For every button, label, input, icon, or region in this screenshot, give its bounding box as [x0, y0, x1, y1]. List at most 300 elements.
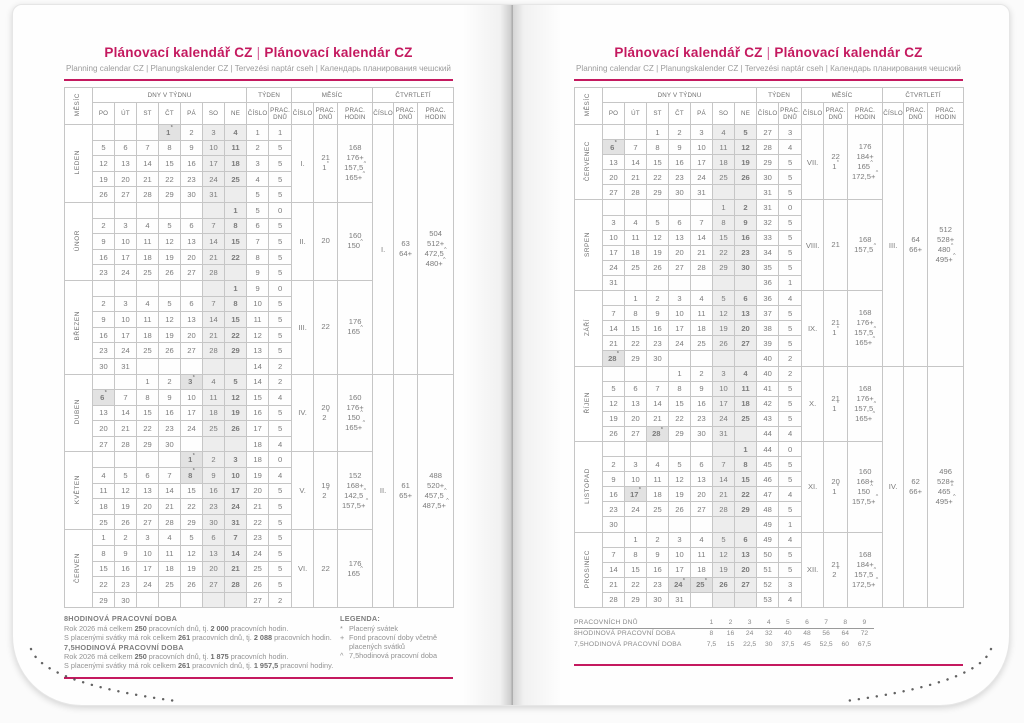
- header-tyden: TÝDEN: [757, 88, 802, 103]
- day-cell: [225, 187, 247, 203]
- day-cell: 21: [691, 245, 713, 260]
- month-number-cell: IX.: [802, 291, 824, 366]
- day-cell: 4: [735, 366, 757, 381]
- header-day-so: SO: [203, 103, 225, 125]
- month-workhours-cell: [338, 452, 373, 530]
- day-cell: 15: [181, 483, 203, 499]
- day-cell: 24: [713, 411, 735, 426]
- header-prac-dnu-line: PRAC.: [780, 106, 801, 114]
- week-number-cell: 27: [757, 125, 779, 140]
- day-cell: 6*: [93, 390, 115, 406]
- day-cell: [603, 200, 625, 215]
- header-cislo: [802, 103, 824, 125]
- quarter-workhours-cell-line: 480^: [937, 242, 954, 255]
- day-cell: [691, 441, 713, 456]
- header-prac-dnu: [269, 103, 292, 125]
- day-cell: 8: [159, 140, 181, 156]
- day-cell: 27: [735, 336, 757, 351]
- superscript-marker: *: [104, 390, 107, 397]
- day-cell: 30: [647, 351, 669, 366]
- day-cell: 16: [603, 487, 625, 502]
- day-cell: 24: [203, 171, 225, 187]
- header-tyden: TÝDEN: [247, 88, 292, 103]
- day-cell: 13: [603, 155, 625, 170]
- footer-left-text: [64, 614, 332, 670]
- day-cell: 16: [691, 396, 713, 411]
- quarter-workhours-cell-line: 512+: [427, 239, 445, 249]
- week-workdays-cell: 2: [779, 351, 802, 366]
- footer-value-cell: 4: [759, 617, 778, 628]
- legend-text: 7,5hodinová pracovní doba: [349, 651, 438, 661]
- superscript-marker: ^: [365, 498, 369, 505]
- day-cell: 1: [625, 291, 647, 306]
- day-cell: [735, 426, 757, 441]
- month-workhours-cell: [848, 366, 883, 441]
- month-workdays-cell-line: 21: [831, 240, 840, 250]
- day-cell: 29: [625, 592, 647, 607]
- month-workhours-cell: [338, 530, 373, 608]
- week-number-cell: 33: [757, 230, 779, 245]
- month-workhours-cell-line: 157,5^: [854, 401, 877, 413]
- month-workhours-cell-line: 157,5^: [344, 160, 367, 173]
- footer-value-cell: 52,5: [819, 640, 833, 648]
- month-workdays-cell-line: 1*: [832, 325, 839, 338]
- month-workhours-cell-line: 176: [348, 558, 362, 568]
- day-cell: 1: [225, 202, 247, 218]
- day-cell: 1: [625, 532, 647, 547]
- day-cell: [647, 441, 669, 456]
- day-cell: 18: [159, 561, 181, 577]
- page-left: [64, 45, 453, 679]
- month-workhours-cell-line: 176+: [346, 402, 364, 412]
- quarter-workhours-cell-line: 480+^: [425, 256, 446, 269]
- week-workdays-cell: 0: [269, 452, 292, 468]
- header-prac-dnu: [394, 103, 418, 125]
- day-cell: 3: [625, 457, 647, 472]
- header-cislo-line: ČÍSLO: [883, 110, 903, 117]
- superscript-marker: ^: [360, 324, 363, 331]
- header-prac-dnu-line: DNŮ: [318, 113, 333, 121]
- month-workhours-cell-line: 165^: [347, 566, 363, 578]
- day-cell: 1: [225, 280, 247, 296]
- header-prac-hodin-line: HODIN: [344, 113, 366, 121]
- day-cell: [159, 202, 181, 218]
- quarter-workhours-cell: [928, 366, 964, 608]
- week-number-cell: 4: [247, 171, 269, 187]
- day-cell: [691, 200, 713, 215]
- week-workdays-cell: 5: [269, 514, 292, 530]
- footer-line: Rok 2026 má celkem 250 pracovních dnů, tj. 2 000 pracovních hodin.: [64, 623, 289, 633]
- day-cell: 3: [115, 296, 137, 312]
- month-workdays-cell: [824, 532, 848, 607]
- day-cell: [159, 592, 181, 608]
- day-cell: 13: [137, 483, 159, 499]
- month-number-cell: X.: [802, 366, 824, 441]
- week-workdays-cell: 5: [269, 421, 292, 437]
- day-cell: 7: [625, 140, 647, 155]
- superscript-marker: ^: [444, 246, 447, 253]
- week-workdays-cell: 2: [779, 366, 802, 381]
- day-cell: 13: [203, 546, 225, 562]
- day-cell: [713, 441, 735, 456]
- header-prac-hodin-line: HODIN: [425, 113, 447, 121]
- day-cell: 31: [603, 275, 625, 290]
- week-workdays-cell: 5: [269, 140, 292, 156]
- month-name-cell: [575, 125, 603, 200]
- week-workdays-cell: 2: [269, 358, 292, 374]
- header-prac-hodin: [338, 103, 373, 125]
- footer-bold-number: 1 875: [210, 652, 229, 662]
- day-cell: 12: [93, 156, 115, 172]
- header-mesic-rotated-label: MĚSÍC: [74, 93, 82, 117]
- page-title: [64, 45, 453, 60]
- day-cell: 27: [603, 185, 625, 200]
- month-workhours-cell-line: 150^: [347, 238, 363, 251]
- month-workhours-cell-line: 165+^: [345, 420, 366, 432]
- day-cell: 17: [181, 405, 203, 421]
- footer-bold-number: 2 088: [253, 633, 273, 643]
- day-cell: 28: [603, 592, 625, 607]
- month-workdays-cell: [824, 200, 848, 291]
- superscript-marker: ^: [446, 498, 449, 505]
- quarter-workhours-cell-line: 528+: [937, 476, 955, 486]
- month-workhours-cell: [848, 291, 883, 366]
- workdays-hours-table: [574, 617, 874, 650]
- day-cell: 2: [203, 452, 225, 468]
- week-workdays-cell: 5: [779, 396, 802, 411]
- week-number-cell: 28: [757, 140, 779, 155]
- day-cell: 26: [647, 260, 669, 275]
- week-workdays-cell: 0: [269, 202, 292, 218]
- day-cell: [181, 436, 203, 452]
- day-cell: [115, 202, 137, 218]
- quarter-number-cell: II.: [373, 374, 394, 608]
- week-number-cell: 14: [247, 374, 269, 390]
- day-cell: [647, 275, 669, 290]
- day-cell: 9: [93, 234, 115, 250]
- week-workdays-cell: 4: [779, 487, 802, 502]
- day-cell: 17: [691, 155, 713, 170]
- day-cell: 16: [159, 405, 181, 421]
- page-title: [574, 45, 963, 60]
- footer-value-cell: 64: [841, 630, 849, 638]
- day-cell: 16: [647, 321, 669, 336]
- day-cell: 5: [713, 291, 735, 306]
- day-cell: 13: [691, 472, 713, 487]
- footer-value-cell: 16: [726, 630, 735, 638]
- day-cell: 31: [691, 185, 713, 200]
- header-cislo-line: ČÍSLO: [802, 110, 823, 117]
- superscript-marker: *: [326, 410, 329, 417]
- day-cell: 12: [115, 483, 137, 499]
- day-cell: 1*: [181, 452, 203, 468]
- footer-bold-number: 250: [134, 652, 147, 662]
- day-cell: 14: [115, 405, 137, 421]
- header-cislo: [247, 103, 269, 125]
- week-workdays-cell: 1: [269, 125, 292, 141]
- superscript-marker: ^: [870, 159, 873, 166]
- superscript-marker: ^: [873, 325, 877, 332]
- month-name-cell: [575, 200, 603, 291]
- month-workhours-cell-line: 168+: [346, 480, 364, 490]
- day-cell: [603, 291, 625, 306]
- day-cell: 26: [159, 343, 181, 359]
- day-cell: 19: [181, 561, 203, 577]
- week-number-cell: 18: [247, 452, 269, 468]
- day-cell: 26: [669, 502, 691, 517]
- day-cell: 29: [181, 514, 203, 530]
- superscript-marker: ^: [953, 494, 956, 501]
- day-cell: 8: [137, 390, 159, 406]
- month-workhours-cell-line: 165^: [347, 324, 363, 337]
- header-day-po: PO: [93, 103, 115, 125]
- week-workdays-cell: 5: [779, 381, 802, 396]
- day-cell: 4: [647, 457, 669, 472]
- day-cell: 12: [713, 306, 735, 321]
- day-cell: 29: [625, 351, 647, 366]
- month-workhours-cell-line: 152: [348, 470, 362, 480]
- week-number-cell: 3: [247, 156, 269, 172]
- header-prac-dnu: [904, 103, 928, 125]
- day-cell: 10: [603, 230, 625, 245]
- day-cell: 15: [137, 405, 159, 421]
- month-workhours-cell-line: 168: [858, 308, 872, 318]
- quarter-workhours-cell-line: 487,5+^: [422, 498, 449, 510]
- month-number-cell: V.: [292, 452, 314, 530]
- footer-value-cell: 30: [765, 640, 773, 648]
- day-cell: 17*: [625, 487, 647, 502]
- footer-section-heading: 7,5HODINOVÁ PRACOVNÍ DOBA: [64, 642, 184, 652]
- day-cell: 20: [735, 321, 757, 336]
- day-cell: 4: [691, 291, 713, 306]
- day-cell: 26: [603, 426, 625, 441]
- superscript-marker: ^: [950, 242, 954, 249]
- legend-symbol: +: [340, 633, 345, 643]
- superscript-marker: *: [326, 488, 329, 495]
- day-cell: 22: [93, 577, 115, 593]
- day-cell: 10: [669, 547, 691, 562]
- header-prac-hodin-line: PRAC.: [345, 106, 366, 114]
- month-name-cell: [65, 452, 93, 530]
- superscript-marker: ^: [873, 401, 877, 408]
- week-number-cell: 37: [757, 306, 779, 321]
- day-cell: 14: [647, 396, 669, 411]
- week-workdays-cell: 5: [269, 499, 292, 515]
- day-cell: 26: [713, 577, 735, 592]
- header-day-pá: PÁ: [181, 103, 203, 125]
- day-cell: 27: [181, 343, 203, 359]
- day-cell: 9: [159, 390, 181, 406]
- day-cell: 20: [625, 411, 647, 426]
- quarter-workdays-cell-line: 66+: [909, 245, 923, 255]
- month-workdays-cell-line: 22: [321, 322, 330, 332]
- legend-item: [340, 624, 453, 633]
- week-workdays-cell: 0: [269, 280, 292, 296]
- week-workdays-cell: 5: [779, 185, 802, 200]
- day-cell: 21: [603, 577, 625, 592]
- month-name-červenec: ČERVENEC: [584, 141, 592, 182]
- week-workdays-cell: 5: [269, 343, 292, 359]
- footer-bold-number: 2 000: [210, 623, 229, 633]
- quarter-workdays-cell-line: 64: [911, 235, 920, 245]
- week-number-cell: 32: [757, 215, 779, 230]
- day-cell: 22: [647, 170, 669, 185]
- day-cell: 14: [603, 562, 625, 577]
- day-cell: 21: [159, 499, 181, 515]
- day-cell: 17: [603, 245, 625, 260]
- day-cell: 26: [115, 514, 137, 530]
- week-workdays-cell: 5: [269, 265, 292, 281]
- week-number-cell: 31: [757, 200, 779, 215]
- day-cell: 13: [181, 234, 203, 250]
- head-sub-row: [65, 103, 454, 125]
- day-cell: [713, 517, 735, 532]
- superscript-marker: ^: [873, 567, 877, 574]
- day-cell: 26: [93, 187, 115, 203]
- week-number-cell: 17: [247, 421, 269, 437]
- month-workdays-cell-line: 21: [831, 393, 840, 403]
- week-number-cell: 24: [247, 546, 269, 562]
- month-workdays-cell-line: 21: [831, 559, 840, 569]
- header-mesic-rotated: [575, 88, 603, 125]
- week-row: [575, 366, 964, 381]
- day-cell: [691, 351, 713, 366]
- week-number-cell: 34: [757, 245, 779, 260]
- day-cell: 18: [625, 245, 647, 260]
- day-cell: [115, 452, 137, 468]
- week-number-cell: 30: [757, 170, 779, 185]
- day-cell: 30: [669, 185, 691, 200]
- day-cell: 2: [647, 532, 669, 547]
- day-cell: 22: [669, 411, 691, 426]
- header-prac-hodin-line: HODIN: [854, 113, 876, 121]
- month-name-cell: [65, 125, 93, 203]
- header-day-pá: PÁ: [691, 103, 713, 125]
- page-title-cz: Plánovací kalendář CZ: [614, 45, 763, 60]
- week-workdays-cell: 5: [269, 156, 292, 172]
- day-cell: [713, 275, 735, 290]
- day-cell: 5: [647, 215, 669, 230]
- month-workdays-cell: [314, 125, 338, 203]
- month-number-cell: XII.: [802, 532, 824, 607]
- month-name-cell: [65, 280, 93, 374]
- footer-row-label: PRACOVNÍCH DNŮ: [574, 617, 702, 628]
- day-cell: 23: [115, 577, 137, 593]
- day-cell: 12: [735, 140, 757, 155]
- week-number-cell: 13: [247, 343, 269, 359]
- month-workhours-cell-line: 150^: [347, 410, 363, 422]
- day-cell: [137, 280, 159, 296]
- day-cell: 5: [181, 530, 203, 546]
- day-cell: 7: [691, 215, 713, 230]
- day-cell: 2: [691, 366, 713, 381]
- day-cell: 7: [713, 457, 735, 472]
- header-prac-dnu-line: PRAC.: [395, 106, 416, 114]
- week-number-cell: 44: [757, 426, 779, 441]
- quarter-workdays-cell-line: 65+: [399, 490, 413, 500]
- week-number-cell: 22: [247, 514, 269, 530]
- day-cell: 2: [93, 296, 115, 312]
- week-number-cell: 9: [247, 265, 269, 281]
- month-workdays-cell-line: 2*: [322, 488, 329, 500]
- month-workdays-cell: [824, 125, 848, 200]
- header-prac-hodin-line: PRAC.: [935, 106, 956, 114]
- quarter-workhours-cell: [418, 125, 454, 375]
- month-workhours-cell-line: 157,5^: [854, 567, 877, 579]
- day-cell: 2: [181, 125, 203, 141]
- day-cell: 1: [735, 441, 757, 456]
- month-workhours-cell-line: 168: [858, 235, 872, 245]
- month-number-cell: IV.: [292, 374, 314, 452]
- month-workdays-cell-line: 1*: [832, 159, 839, 172]
- month-workdays-cell: [824, 366, 848, 441]
- week-workdays-cell: 5: [269, 561, 292, 577]
- day-cell: [625, 441, 647, 456]
- week-workdays-cell: 5: [779, 457, 802, 472]
- day-cell: 5: [713, 532, 735, 547]
- day-cell: 22: [137, 421, 159, 437]
- day-cell: [735, 517, 757, 532]
- legend-text: Fond pracovní doby včetně placených svátků: [349, 633, 438, 652]
- day-cell: 3: [603, 215, 625, 230]
- day-cell: 30: [735, 260, 757, 275]
- day-cell: 8: [625, 306, 647, 321]
- month-workhours-cell-line: 184+: [856, 152, 874, 162]
- day-cell: 19: [713, 562, 735, 577]
- quarter-workdays-cell-line: 62: [911, 476, 920, 486]
- day-cell: 31: [713, 426, 735, 441]
- month-workhours-cell: [338, 202, 373, 280]
- day-cell: 27: [691, 502, 713, 517]
- day-cell: [691, 517, 713, 532]
- quarter-workhours-cell-line: 495+^: [935, 252, 956, 265]
- day-cell: 7: [603, 547, 625, 562]
- day-cell: 4: [625, 215, 647, 230]
- day-cell: 29: [225, 343, 247, 359]
- superscript-marker: *: [836, 567, 839, 574]
- day-cell: 11: [93, 483, 115, 499]
- week-number-cell: 43: [757, 411, 779, 426]
- superscript-marker: ^: [360, 410, 363, 417]
- header-mesic-group: MĚSÍC: [802, 88, 883, 103]
- footer-left: [64, 614, 453, 670]
- week-workdays-cell: 4: [779, 426, 802, 441]
- day-cell: 7: [115, 390, 137, 406]
- day-cell: 5: [159, 296, 181, 312]
- superscript-marker: ^: [875, 494, 879, 501]
- week-number-cell: 21: [247, 499, 269, 515]
- month-name-leden: LEDEN: [74, 150, 82, 175]
- day-cell: 14: [159, 483, 181, 499]
- day-cell: 8: [647, 140, 669, 155]
- month-number-cell: II.: [292, 202, 314, 280]
- day-cell: 3: [203, 125, 225, 141]
- month-workhours-cell-line: 142,5^: [344, 488, 367, 500]
- day-cell: [625, 517, 647, 532]
- footer-value-cell: 37,5: [781, 640, 795, 648]
- day-cell: 22: [713, 245, 735, 260]
- calendar-head: [65, 88, 454, 125]
- day-cell: 8: [713, 215, 735, 230]
- footer-line: S placenými svátky má rok celkem 261 pracovních dnů, tj. 1 957,5 pracovní hodiny.: [64, 661, 334, 671]
- day-cell: [203, 436, 225, 452]
- month-name-cell: [575, 532, 603, 607]
- superscript-marker: *: [614, 140, 617, 147]
- day-cell: 28: [203, 265, 225, 281]
- day-cell: [603, 125, 625, 140]
- week-number-cell: 11: [247, 312, 269, 328]
- day-cell: 19: [669, 487, 691, 502]
